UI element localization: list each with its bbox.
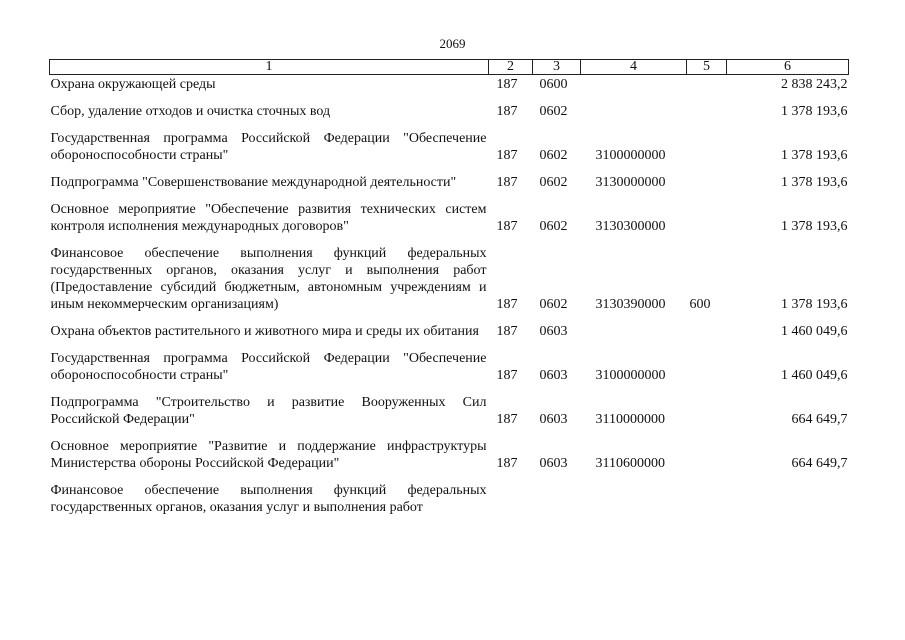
row-code-2-cell: 187	[496, 368, 518, 383]
row-code-3-cell: 0603	[539, 456, 568, 471]
row-name-cell: Охрана окружающей среды	[50, 77, 216, 92]
row-code-3-cell: 0602	[539, 148, 568, 163]
row-amount-cell: 664 649,7	[791, 456, 848, 471]
row-amount-cell	[727, 475, 849, 519]
row-amount-cell: 2 838 243,2	[781, 77, 848, 92]
row-amount-cell: 1 460 049,6	[781, 368, 848, 383]
row-code-2-cell: 187	[496, 324, 518, 339]
row-code-4-cell: 3100000000	[595, 148, 666, 163]
table-row	[50, 387, 849, 431]
row-code-5-cell	[687, 75, 727, 97]
row-code-3-cell: 0603	[539, 412, 568, 427]
row-name-cell: Основное мероприятие "Обеспечение развития технических систем контроля исполнения международных договоров"	[50, 202, 487, 234]
row-name-cell: Охрана объектов растительного и животного мира и среды их обитания	[50, 324, 479, 339]
row-code-5-cell: 600	[689, 297, 711, 312]
header-row	[50, 60, 849, 75]
page-number: 2069	[439, 36, 466, 51]
row-code-4-cell: 3130390000	[595, 297, 666, 312]
row-code-3-cell: 0602	[539, 297, 568, 312]
row-amount-cell: 1 460 049,6	[781, 324, 848, 339]
row-amount-cell: 1 378 193,6	[781, 148, 848, 163]
row-code-4-cell: 3130000000	[595, 175, 666, 190]
row-code-2-cell	[489, 475, 533, 519]
row-code-5-cell	[687, 316, 727, 343]
row-code-5-cell	[687, 194, 727, 238]
row-name-cell: Основное мероприятие "Развитие и поддержание инфраструктуры Министерства обороны Российской Федерации"	[50, 439, 487, 471]
table-row	[50, 167, 849, 194]
table-row	[50, 475, 849, 519]
row-code-5-cell	[687, 475, 727, 519]
row-code-2-cell: 187	[496, 175, 518, 190]
row-code-3-cell: 0602	[539, 175, 568, 190]
table-row	[50, 123, 849, 167]
column-header-1: 1	[50, 60, 489, 75]
row-code-2-cell: 187	[496, 148, 518, 163]
budget-table	[49, 59, 849, 519]
row-code-5-cell	[687, 343, 727, 387]
row-name-cell: Финансовое обеспечение выполнения функций федеральных государственных органов, оказания услуг и выполнения работ	[50, 483, 487, 515]
row-amount-cell: 1 378 193,6	[781, 297, 848, 312]
row-code-4-cell: 3100000000	[595, 368, 666, 383]
column-header-5: 5	[687, 60, 727, 75]
row-code-4-cell	[581, 75, 687, 97]
row-code-4-cell	[581, 316, 687, 343]
row-code-5-cell	[687, 123, 727, 167]
row-name-cell: Финансовое обеспечение выполнения функций федеральных государственных органов, оказания услуг и выполнения работ (Предоставление субсидий бюджетным, автономным учреждениям и иным некоммерческим организациям)	[50, 246, 487, 312]
row-code-2-cell: 187	[496, 412, 518, 427]
column-header-2: 2	[489, 60, 533, 75]
table-row	[50, 194, 849, 238]
row-code-5-cell	[687, 96, 727, 123]
row-code-5-cell	[687, 387, 727, 431]
row-code-4-cell	[581, 475, 687, 519]
table-header	[50, 60, 849, 75]
row-code-5-cell	[687, 431, 727, 475]
row-amount-cell: 1 378 193,6	[781, 104, 848, 119]
row-name-cell: Государственная программа Российской Федерации "Обеспечение обороноспособности страны"	[50, 131, 487, 163]
row-name-cell: Подпрограмма "Совершенствование международной деятельности"	[50, 175, 457, 190]
column-header-6: 6	[727, 60, 849, 75]
table-row	[50, 431, 849, 475]
row-amount-cell: 1 378 193,6	[781, 219, 848, 234]
row-code-2-cell: 187	[496, 456, 518, 471]
table-row	[50, 238, 849, 316]
row-name-cell: Государственная программа Российской Федерации "Обеспечение обороноспособности страны"	[50, 351, 487, 383]
row-code-2-cell: 187	[496, 297, 518, 312]
row-code-3-cell: 0602	[539, 104, 568, 119]
table-row	[50, 96, 849, 123]
column-header-3: 3	[533, 60, 581, 75]
row-code-2-cell: 187	[496, 77, 518, 92]
table-body	[50, 75, 849, 520]
table-row	[50, 316, 849, 343]
row-code-4-cell: 3110600000	[595, 456, 665, 471]
row-code-3-cell: 0602	[539, 219, 568, 234]
row-code-2-cell: 187	[496, 219, 518, 234]
row-code-4-cell	[581, 96, 687, 123]
column-header-4: 4	[581, 60, 687, 75]
row-amount-cell: 1 378 193,6	[781, 175, 848, 190]
row-code-3-cell	[533, 475, 581, 519]
row-name-cell: Сбор, удаление отходов и очистка сточных вод	[50, 104, 331, 119]
row-code-2-cell: 187	[496, 104, 518, 119]
table-row	[50, 343, 849, 387]
row-code-5-cell	[687, 167, 727, 194]
row-code-4-cell: 3110000000	[595, 412, 665, 427]
row-code-4-cell: 3130300000	[595, 219, 666, 234]
table-row	[50, 75, 849, 97]
row-name-cell: Подпрограмма "Строительство и развитие Вооруженных Сил Российской Федерации"	[50, 395, 487, 427]
row-code-3-cell: 0603	[539, 368, 568, 383]
row-code-3-cell: 0600	[539, 77, 568, 92]
row-amount-cell: 664 649,7	[791, 412, 848, 427]
row-code-3-cell: 0603	[539, 324, 568, 339]
